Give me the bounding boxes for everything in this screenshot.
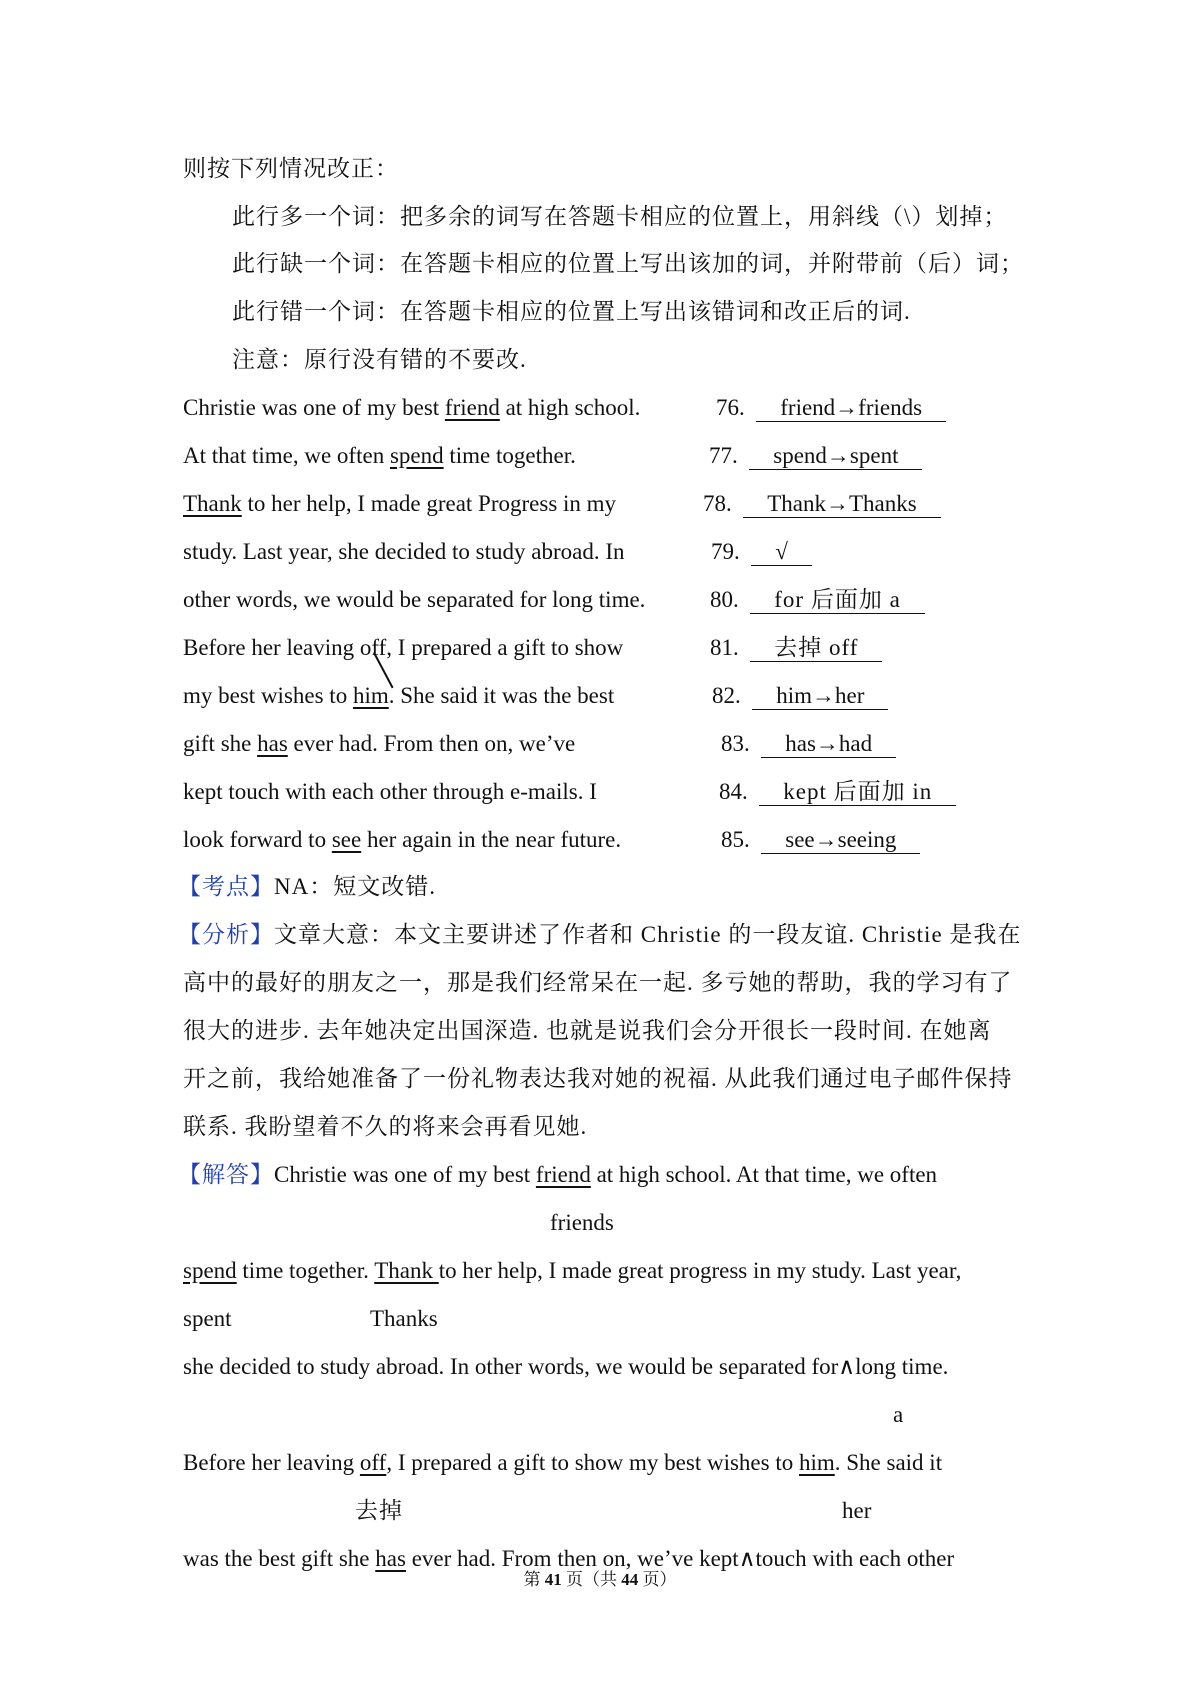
answer-item (721, 825, 920, 855)
answer-blank: kept 后面加 in (759, 779, 956, 806)
kaodian-tag: 【考点】 (178, 874, 274, 899)
total-pages: 44 (621, 1570, 639, 1589)
fenxi-line: 很大的进步. 去年她决定出国深造. 也就是说我们会分开很长一段时间. 在她离 (183, 1018, 992, 1043)
error-word: Thank (374, 1258, 439, 1283)
passage-line: At that time, we often spend time together. (183, 443, 576, 468)
answer-blank: see→seeing (761, 827, 920, 854)
correction-word: her (842, 1498, 872, 1523)
error-word: see (331, 827, 362, 852)
answer-number: 81. (710, 635, 739, 660)
answer-blank: him→her (752, 683, 888, 710)
answer-item (710, 633, 882, 663)
passage-line: my best wishes to him. She said it was the best (183, 683, 615, 708)
fenxi-tag: 【分析】 (178, 922, 274, 947)
answer-blank: has→had (761, 731, 896, 758)
answer-item (721, 729, 896, 759)
passage-line: kept touch with each other through e-mails. I (183, 779, 597, 804)
correction-word: Thanks (370, 1306, 438, 1331)
jieda-line: 【解答】Christie was one of my best friend at high school. At that time, we often (178, 1162, 938, 1187)
answer-item (703, 489, 941, 519)
answer-number: 78. (703, 491, 732, 516)
answer-blank: for 后面加 a (750, 587, 925, 614)
fenxi-section (178, 920, 1021, 950)
jieda-line: spend time together. Thank to her help, I made great progress in my study. Last year, (183, 1258, 962, 1283)
answer-item (710, 585, 925, 615)
answer-number: 76. (716, 395, 745, 420)
error-word: him (798, 1450, 835, 1475)
answer-blank: spend→spent (749, 443, 922, 470)
jieda-line: Before her leaving off, I prepared a gift to show my best wishes to him. She said it (183, 1450, 943, 1475)
answer-number: 84. (719, 779, 748, 804)
error-word: friend (444, 395, 500, 420)
error-word: has (257, 731, 288, 756)
error-word: friend (535, 1162, 591, 1187)
passage-line: Before her leaving off, I prepared a gift to show (183, 635, 624, 660)
kaodian-section (178, 872, 436, 902)
jieda-tag: 【解答】 (178, 1162, 274, 1187)
correction-word: spent (183, 1306, 232, 1331)
answer-number: 85. (721, 827, 750, 852)
answer-blank: √ (751, 539, 812, 566)
answer-number: 83. (721, 731, 750, 756)
error-word: spend (183, 1258, 237, 1283)
answer-blank: friend→friends (756, 395, 946, 422)
fenxi-line: 开之前，我给她准备了一份礼物表达我对她的祝福. 从此我们通过电子邮件保持 (183, 1066, 1013, 1091)
error-word: him (352, 683, 389, 708)
error-word: has (375, 1546, 406, 1571)
kaodian-text: NA：短文改错. (274, 874, 436, 899)
rule-wrong-word: 此行错一个词：在答题卡相应的位置上写出该错词和改正后的词. (232, 299, 911, 324)
passage-line: look forward to see her again in the near future. (183, 827, 622, 852)
rule-header: 则按下列情况改正： (183, 156, 399, 181)
correction-word: a (893, 1402, 904, 1427)
rule-note: 注意：原行没有错的不要改. (232, 347, 527, 372)
correction-word: 去掉 (355, 1498, 403, 1523)
fenxi-line: 高中的最好的朋友之一，那是我们经常呆在一起. 多亏她的帮助，我的学习有了 (183, 970, 1013, 995)
passage-line: gift she has ever had. From then on, we’ve (183, 731, 576, 756)
answer-number: 79. (711, 539, 740, 564)
passage-line: Christie was one of my best friend at high school. (183, 395, 641, 420)
answer-item (709, 441, 922, 471)
passage-line: other words, we would be separated for long time. (183, 587, 646, 612)
answer-number: 82. (712, 683, 741, 708)
fenxi-line: 联系. 我盼望着不久的将来会再看见她. (183, 1114, 588, 1139)
answer-item (711, 537, 812, 567)
error-word: Thank (183, 491, 242, 516)
answer-blank: Thank→Thanks (743, 491, 940, 518)
jieda-line: was the best gift she has ever had. From then on, we’ve kept∧touch with each other (183, 1546, 955, 1571)
answer-blank: 去掉 off (750, 635, 882, 662)
answer-number: 80. (710, 587, 739, 612)
fenxi-line: 文章大意：本文主要讲述了作者和 Christie 的一段友谊. Christie 是我在 (274, 922, 1022, 947)
passage-line: Thank to her help, I made great Progress in my (183, 491, 617, 516)
rule-missing-word: 此行缺一个词：在答题卡相应的位置上写出该加的词，并附带前（后）词； (232, 251, 1024, 276)
correction-word: friends (550, 1210, 614, 1235)
jieda-line: she decided to study abroad. In other words, we would be separated for∧long time. (183, 1354, 949, 1379)
error-word: spend (389, 443, 444, 468)
answer-item (716, 393, 946, 423)
answer-item (712, 681, 888, 711)
rule-extra-word: 此行多一个词：把多余的词写在答题卡相应的位置上，用斜线（\）划掉； (232, 204, 1008, 229)
passage-line: study. Last year, she decided to study abroad. In (183, 539, 625, 564)
answer-number: 77. (709, 443, 738, 468)
answer-item (719, 777, 956, 807)
current-page: 41 (544, 1570, 562, 1589)
page-footer: 第 41 页（共 44 页） (523, 1570, 677, 1589)
error-word: off (359, 1450, 387, 1475)
